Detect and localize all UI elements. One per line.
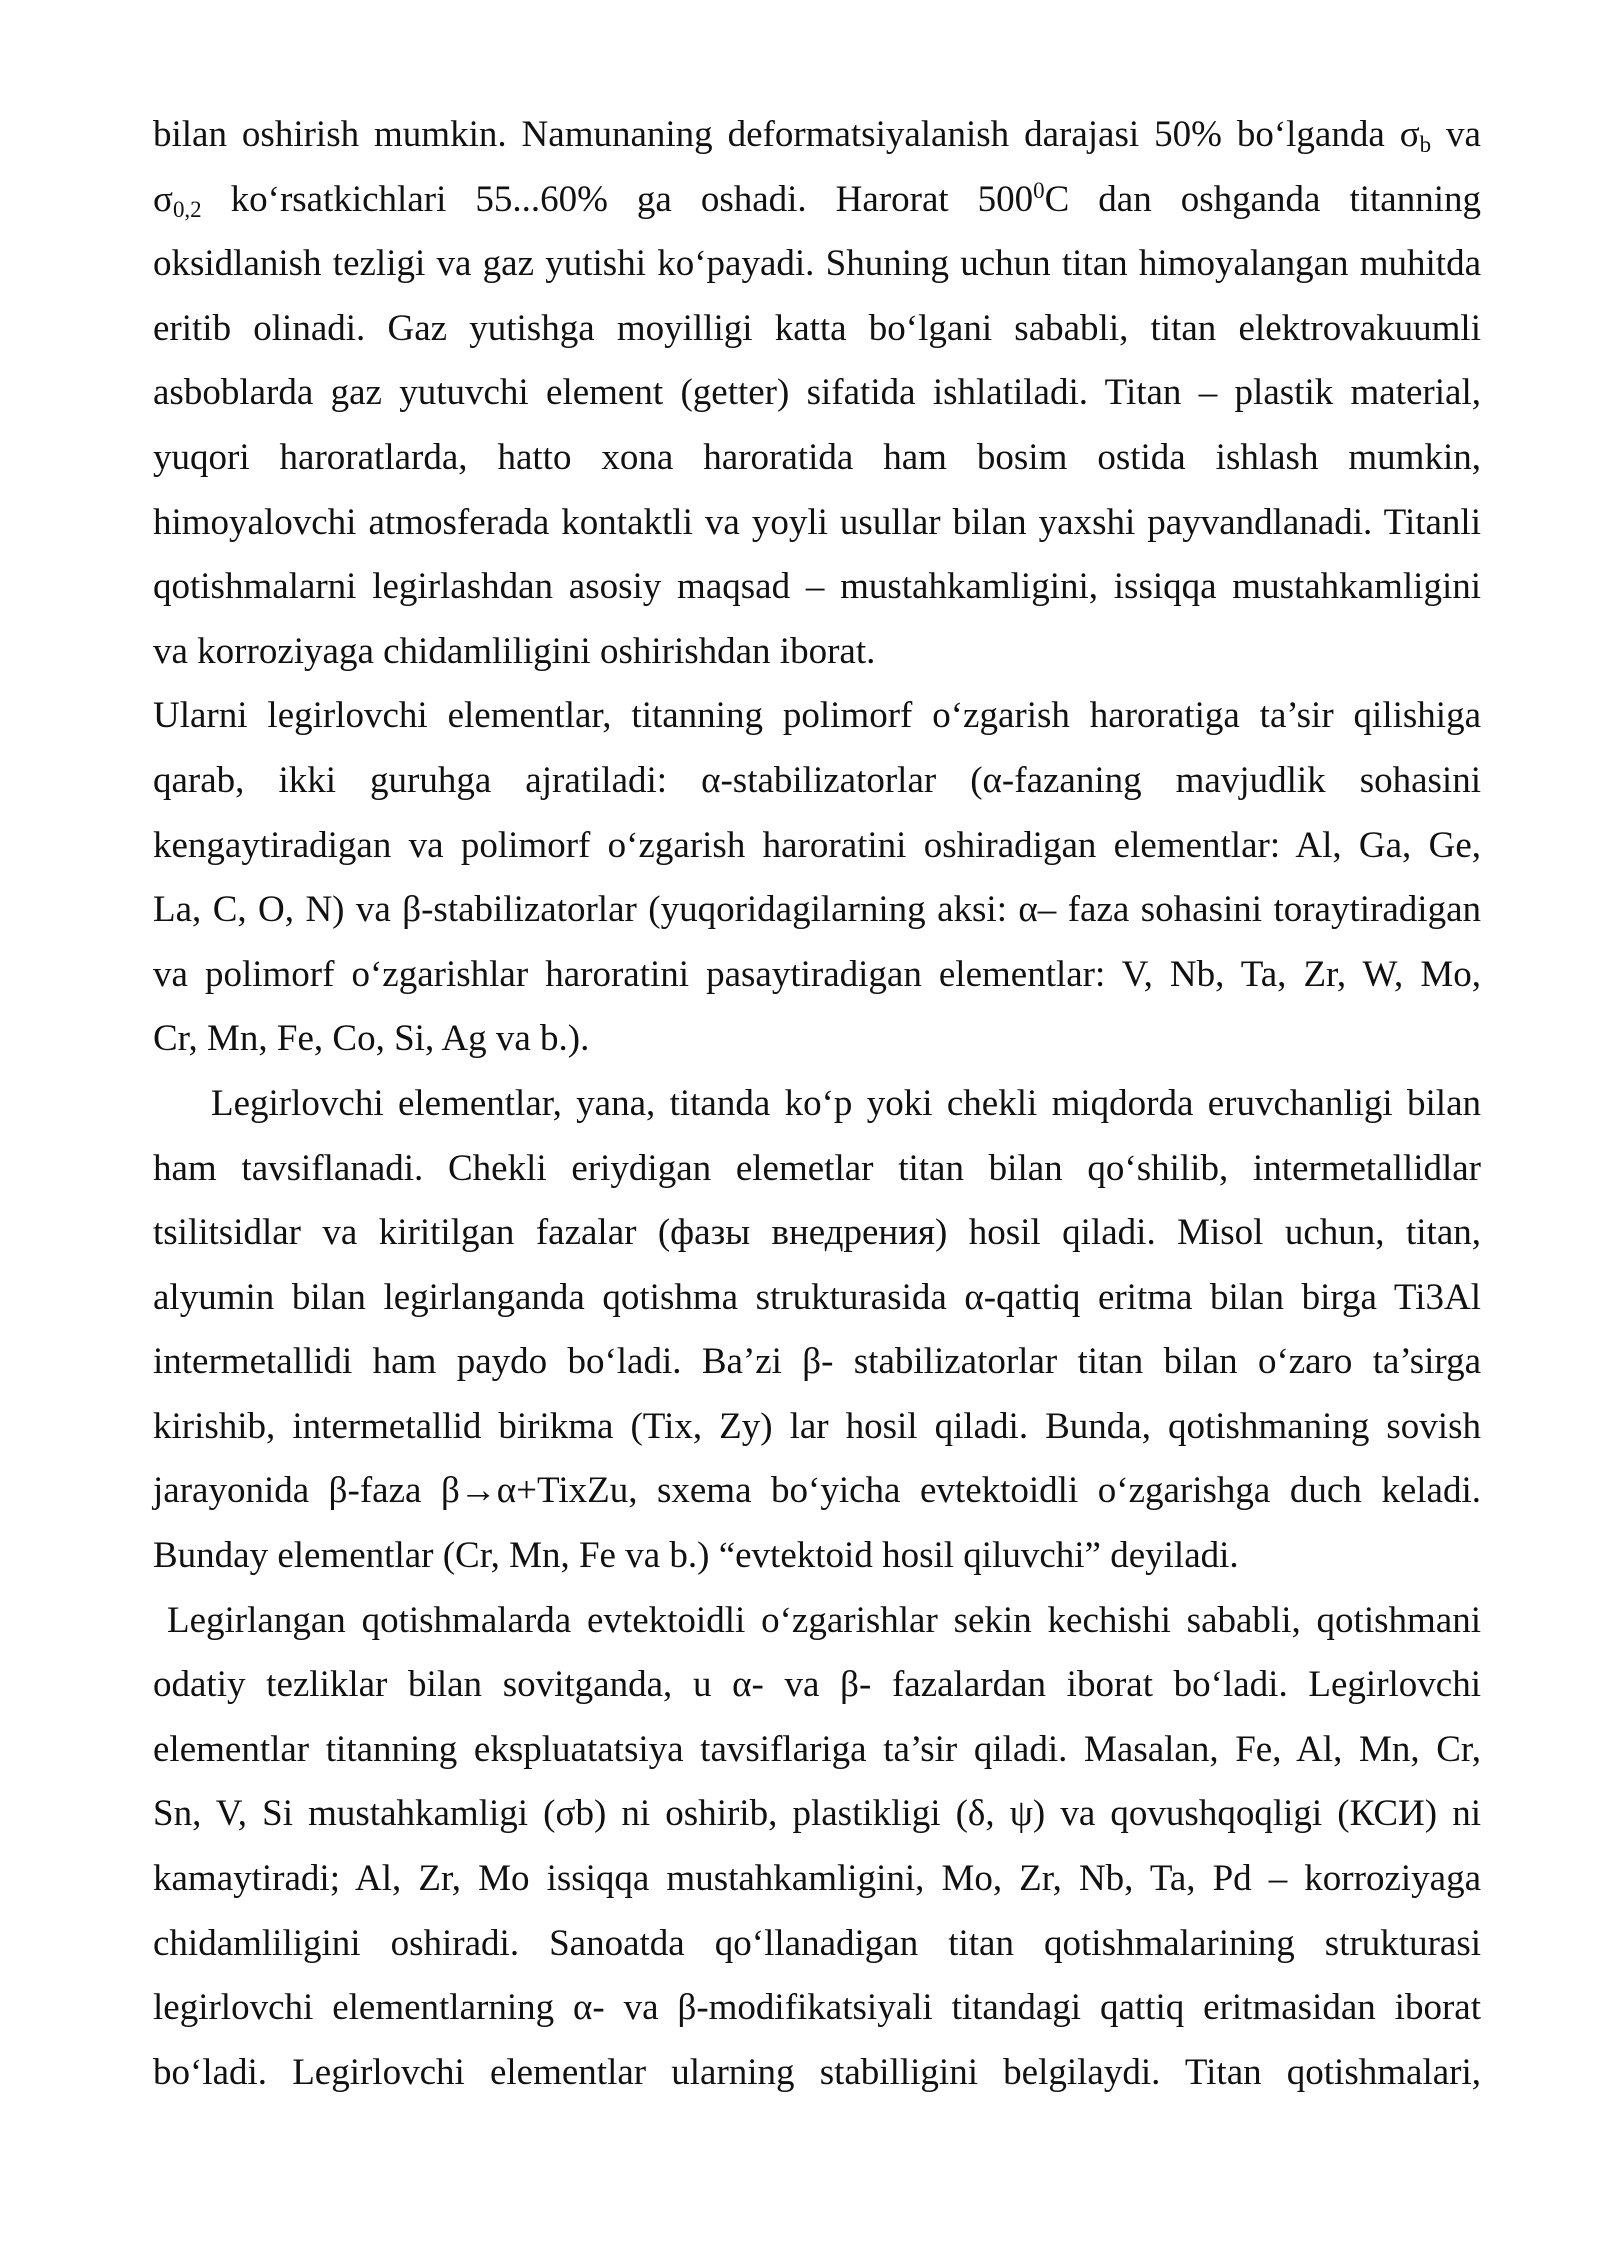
text-line: va korroziyaga chidamliligini oshirishdan iborat. [153,630,876,672]
text-segment: va [1431,114,1481,155]
text-line: tsilitsidlar va kiritilgan fazalar (фазы внедрения) hosil qiladi. Misol uchun, titan, [153,1212,1481,1254]
text-segment: σ [153,178,173,220]
text-segment: C dan oshganda titanning [1044,178,1481,220]
text-line: qarab, ikki guruhga ajratiladi: α-stabilizatorlar (α-fazaning mavjudlik sohasini [153,759,1481,801]
paragraph [153,1072,1481,1589]
text-line: Legirlangan qotishmalarda evtektoidli o‘zgarishlar sekin kechishi sababli, qotishmani [167,1599,1481,1641]
text-line: La, C, O, N) va β-stabilizatorlar (yuqoridagilarning aksi: α– faza sohasini toraytiradigan [153,889,1481,931]
text-segment: bilan oshirish mumkin. Namunaning deformatsiyalanish darajasi 50% bo‘lganda σ [153,114,1420,155]
text-line: oksidlanish tezligi va gaz yutishi ko‘payadi. Shuning uchun titan himoyalangan muhitda [153,243,1481,285]
paragraph [153,1589,1481,2106]
text-line: Bunday elementlar (Cr, Mn, Fe va b.) “evtektoid hosil qiluvchi” deyiladi. [153,1535,1239,1577]
text-line: va polimorf o‘zgarishlar haroratini pasaytiradigan elementlar: V, Nb, Ta, Zr, W, Mo, [153,953,1481,995]
subscript: 0,2 [172,197,202,223]
text-line: odatiy tezliklar bilan sovitganda, u α- va β- fazalardan iborat bo‘ladi. Legirlovchi [153,1664,1481,1706]
text-line: Cr, Mn, Fe, Co, Si, Ag va b.). [153,1018,590,1060]
document-page [153,103,1481,2105]
text-line: Legirlovchi elementlar, yana, titanda ko‘p yoki chekli miqdorda eruvchanligi bilan [211,1082,1481,1124]
text-line: kirishib, intermetallid birikma (Tix, Zy) lar hosil qiladi. Bunda, qotishmaning sovish [153,1405,1481,1447]
text-line: kamaytiradi; Al, Zr, Mo issiqqa mustahkamligini, Mo, Zr, Nb, Ta, Pd – korroziyaga [153,1858,1481,1900]
text-line: jarayonida β-faza β→α+TixZu, sxema bo‘yicha evtektoidli o‘zgarishga duch keladi. [153,1470,1481,1512]
subscript: b [1419,132,1432,158]
text-line: alyumin bilan legirlanganda qotishma strukturasida α-qattiq eritma bilan birga Ti3Al [153,1276,1481,1318]
text-line: Ularni legirlovchi elementlar, titanning polimorf o‘zgarish haroratiga ta’sir qilishiga [153,695,1481,737]
text-line: eritib olinadi. Gaz yutishga moyilligi katta bo‘lgani sababli, titan elektrovakuumli [153,307,1481,349]
text-line [153,168,1481,233]
text-line: Sn, V, Si mustahkamligi (σb) ni oshirib, plastikligi (δ, ψ) va qovushqoqligi (КСИ) ni [153,1793,1481,1835]
text-line: ham tavsiflanadi. Chekli eriydigan elemetlar titan bilan qo‘shilib, intermetallidlar [153,1147,1481,1189]
text-line: intermetallidi ham paydo bo‘ladi. Ba’zi β- stabilizatorlar titan bilan o‘zaro ta’sirga [153,1341,1481,1383]
paragraph [153,103,1481,684]
text-line: himoyalovchi atmosferada kontaktli va yoyli usullar bilan yaxshi payvandlanadi. Titanli [153,501,1481,543]
text-line: legirlovchi elementlarning α- va β-modifikatsiyali titandagi qattiq eritmasidan iborat [153,1987,1481,2029]
text-line: asboblarda gaz yutuvchi element (getter) sifatida ishlatiladi. Titan – plastik material, [153,372,1481,414]
text-line: chidamliligini oshiradi. Sanoatda qo‘llanadigan titan qotishmalarining strukturasi [153,1922,1481,1964]
text-segment: ko‘rsatkichlari 55...60% ga oshadi. Harorat 500 [201,178,1034,220]
superscript: 0 [1033,177,1045,203]
text-line: yuqori haroratlarda, hatto xona haroratida ham bosim ostida ishlash mumkin, [153,436,1481,478]
text-line: elementlar titanning ekspluatatsiya tavsiflariga ta’sir qiladi. Masalan, Fe, Al, Mn, Cr, [153,1728,1481,1770]
text-line: kengaytiradigan va polimorf o‘zgarish haroratini oshiradigan elementlar: Al, Ga, Ge, [153,824,1481,866]
text-line: qotishmalarni legirlashdan asosiy maqsad – mustahkamligini, issiqqa mustahkamligini [153,566,1481,608]
text-line [153,103,1481,168]
paragraph [153,684,1481,1072]
text-line: bo‘ladi. Legirlovchi elementlar ularning stabilligini belgilaydi. Titan qotishmalari, [153,2051,1481,2093]
